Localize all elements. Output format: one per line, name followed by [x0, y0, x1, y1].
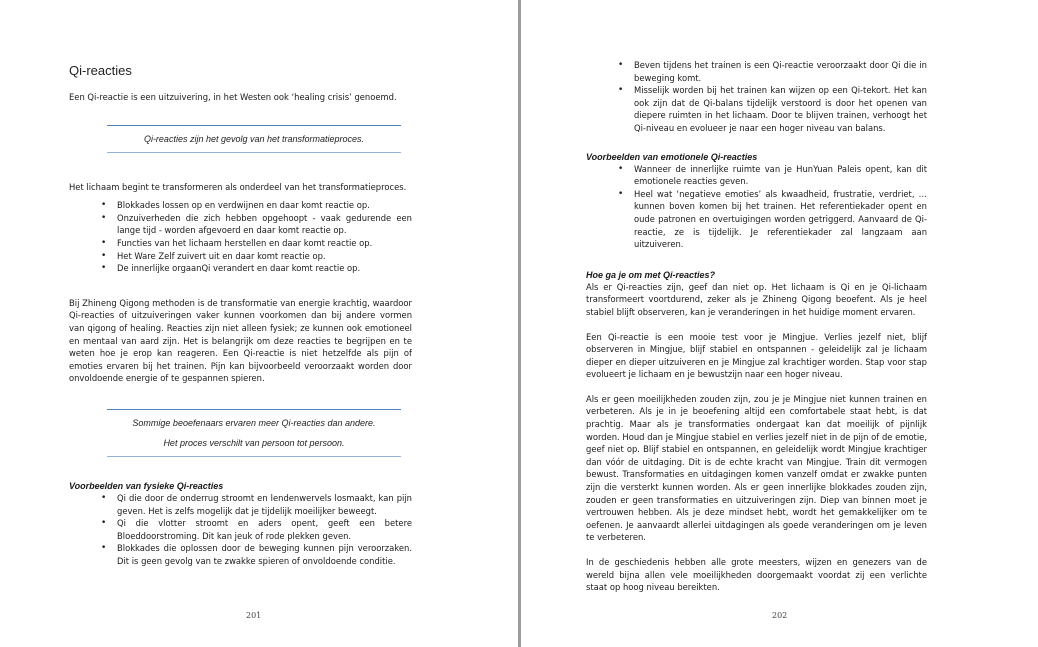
list-item: • Het Ware Zelf zuivert uit en daar komt reactie op. — [101, 250, 412, 263]
page-number: 201 — [246, 611, 262, 620]
list-item: • Misselijk worden bij het trainen kan wijzen op een Qi-tekort. Het kan ook zijn dat de Qi-balans tijdelijk verstoord is door het openen van diepere ruimten in het lichaam. Door te blijven trainen, verhoogt het Qi-niveau en evolueer je naar een hoger niveau van balans. — [618, 84, 927, 134]
body-paragraph: Als er Qi-reacties zijn, geef dan niet op. Het lichaam is Qi en je Qi-lichaam transformeert voortdurend, zeker als je Zhineng Qigong beoefent. Als je heel stabiel blijft observeren, kan je veranderingen in het huidige moment ervaren. — [586, 281, 927, 317]
subsection-heading: Hoe ga je om met Qi-reacties? — [586, 269, 716, 280]
list-item: • Functies van het lichaam herstellen en daar komt reactie op. — [101, 237, 412, 250]
list-item: • Heel wat ‘negatieve emoties’ als kwaadheid, frustratie, verdriet, … kunnen boven komen bij het trainen. Het referentiekader opent en oude patronen en overtuigingen worden getriggerd. Aanvaard de Qi-reactie, ze is tijdelijk. Je referentiekader zal langzaam aan uitzuiveren. — [618, 188, 927, 251]
body-paragraph: Als er geen moeilijkheden zouden zijn, zou je je Mingjue niet kunnen trainen en verbeteren. Als je in je beoefening altijd een comfortabele staat hebt, is dat prachtig. Maar als je transformaties ondergaat kan dat moeilijk of pijnlijk worden. Houd dan je Mingjue stabiel en verlies jezelf niet in de pijn of de emotie, geef niet op. Blijf stabiel en ontspannen, en geleidelijk wordt Mingjue krachtiger dan vóór de uitdaging. Dit is de echte kracht van Mingjue. Train dit vermogen bewust. Transformaties en uitdagingen komen vanzelf omdat er zwakke punten zijn die versterkt kunnen worden. Als er geen innerlijke blokkades zouden zijn, zouden er geen transformaties en uitzuiveringen zijn. Diep van binnen moet je vertrouwen hebben. Als je deze mindset hebt, wordt het gemakkelijker om te oefenen. Je aanvaardt allerlei uitdagingen als goede veranderingen om je leven te verbeteren. — [586, 393, 927, 543]
list-item: • Beven tijdens het trainen is een Qi-reactie veroorzaakt door Qi die in beweging komt. — [618, 59, 927, 84]
callout-text: Qi-reacties zijn het gevolg van het transformatieproces. — [143, 133, 365, 144]
callout-text: Sommige beoefenaars ervaren meer Qi-reacties dan andere. — [132, 417, 376, 428]
transform-intro: Het lichaam begint te transformeren als onderdeel van het transformatieproces. — [69, 181, 407, 192]
list-item: • De innerlijke orgaanQi verandert en daar komt reactie op. — [101, 262, 412, 275]
subsection-heading: Voorbeelden van emotionele Qi-reacties — [586, 151, 758, 162]
emotional-list — [586, 163, 927, 251]
list-item: • Wanneer de innerlijke ruimte van je HunYuan Paleis opent, kan dit emotionele reacties geven. — [618, 163, 927, 188]
left-page-content — [69, 58, 412, 567]
list-item: • Qi die door de onderrug stroomt en lendenwervels losmaakt, kan pijn geven. Het is zelfs mogelijk dat je tijdelijk moeilijker beweegt. — [101, 492, 412, 517]
top-list — [586, 59, 927, 135]
body-paragraph: Een Qi-reactie is een mooie test voor je Mingjue. Verlies jezelf niet, blijf observeren in Mingjue, blijf stabiel en ontspannen - geleidelijk zal je lichaam dieper en dieper uitzuiveren en je Mingjue zal krachtiger worden. Stap voor stap evolueert je lichaam en je bewustzijn naar een hoger niveau. — [586, 331, 927, 380]
callout-box — [107, 409, 401, 457]
right-page-content — [586, 59, 927, 594]
left-page — [0, 0, 518, 647]
page-number: 202 — [772, 611, 788, 620]
list-item: • Onzuiverheden die zich hebben opgehoopt - vaak gedurende een lange tijd - worden afgevoerd en daar komt reactie op. — [101, 212, 412, 237]
physical-list — [69, 492, 412, 568]
list-item: • Blokkades lossen op en verdwijnen en daar komt reactie op. — [101, 199, 412, 212]
right-page — [521, 0, 1038, 647]
body-paragraph: Bij Zhineng Qigong methoden is de transformatie van energie krachtig, waardoor Qi-reacties of uitzuiveringen vaker kunnen voorkomen dan bij andere vormen van qigong of healing. Reacties zijn niet alleen fysiek; ze kunnen ook emotioneel en mentaal van aard zijn. Het is belangrijk om deze reacties te begrijpen en te weten hoe je erop kan reageren. Een Qi-reactie is niet hetzelfde als pijn of emoties ervaren bij het trainen. Pijn kan bijvoorbeeld veroorzaakt worden door onvoldoende energie of te gespannen spieren. — [69, 297, 412, 384]
list-item: • Qi die vlotter stroomt en aders opent, geeft een betere Bloeddoorstroming. Dit kan jeuk of rode plekken geven. — [101, 517, 412, 542]
transform-list — [69, 199, 412, 275]
body-paragraph: In de geschiedenis hebben alle grote meesters, wijzen en genezers van de wereld bijna allen vele moeilijkheden doorgemaakt voordat zij een verlichte staat op hoog niveau bereikten. — [586, 557, 927, 593]
callout-text: Het proces verschilt van persoon tot persoon. — [163, 437, 345, 448]
intro-paragraph: Een Qi-reactie is een uitzuivering, in het Westen ook ‘healing crisis’ genoemd. — [69, 92, 397, 102]
section-heading: Qi-reacties — [69, 63, 132, 78]
subsection-heading: Voorbeelden van fysieke Qi-reacties — [69, 480, 224, 491]
list-item: • Blokkades die oplossen door de beweging kunnen pijn veroorzaken. Dit is geen gevolg van te zwakke spieren of onvoldoende conditie. — [101, 542, 412, 567]
callout-box — [107, 125, 401, 153]
